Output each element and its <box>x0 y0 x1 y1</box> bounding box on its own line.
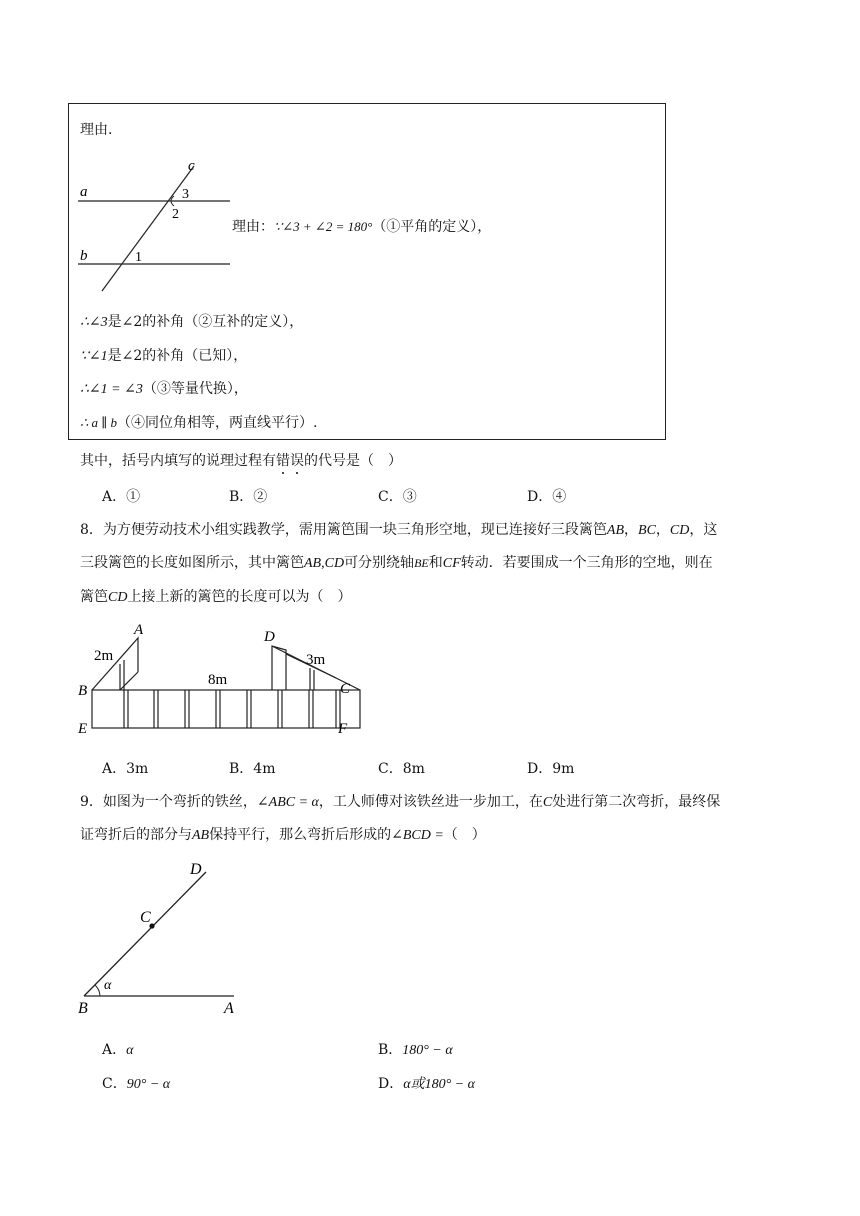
box-line-0: 理由：∵∠3 + ∠2 = 180°（①平角的定义）， <box>232 219 492 235</box>
q7-option-b: B．② <box>229 489 268 505</box>
q8-option-c: C．8m <box>378 761 425 777</box>
box-line-3: ∴∠1 = ∠3（③等量代换）， <box>80 381 248 397</box>
box-line-4: ∴ a ∥ b（④同位角相等，两直线平行）. <box>80 415 318 431</box>
alpha-arc <box>95 985 100 996</box>
q7-stem: 其中，括号内填写的说理过程有错误的代号是（ ） <box>80 453 402 469</box>
label-D: D <box>264 629 275 645</box>
label-2: 2 <box>172 207 179 222</box>
label-2m: 2m <box>94 648 114 664</box>
label-F: F <box>338 721 348 737</box>
box-header: 理由. <box>80 122 113 138</box>
q9-option-b: B．180° − α <box>378 1042 453 1058</box>
q7-option-c: C．③ <box>378 489 417 505</box>
label-3: 3 <box>182 187 189 202</box>
q9-line-1: 9．如图为一个弯折的铁丝，∠ABC = α，工人师傅对该铁丝进一步加工，在C处进行第二次弯折，最终保 <box>80 794 721 810</box>
q7-option-a: A．① <box>102 489 141 505</box>
label-E: E <box>78 721 88 737</box>
fence-figure <box>74 620 364 738</box>
line-c <box>102 166 194 291</box>
label-alpha: α <box>104 978 112 993</box>
q8-option-b: B．4m <box>229 761 276 777</box>
q9-line-2: 证弯折后的部分与AB保持平行，那么弯折后形成的∠BCD =（ ） <box>80 827 486 843</box>
label-a: a <box>80 184 88 200</box>
label-c: c <box>188 158 195 174</box>
q7-option-d: D．④ <box>527 489 567 505</box>
q8-line-1: 8．为方便劳动技术小组实践教学，需用篱笆围一块三角形空地，现已连接好三段篱笆AB，BC，CD，这 <box>80 522 718 538</box>
fence-ab <box>92 638 138 690</box>
q9-option-a: A．α <box>102 1042 134 1058</box>
q8-option-a: A．3m <box>102 761 149 777</box>
label-1: 1 <box>135 250 142 265</box>
label-A: A <box>134 622 144 638</box>
label-3m: 3m <box>306 652 326 668</box>
q9-option-d: D．α或180° − α <box>378 1076 475 1092</box>
label-b: b <box>80 248 88 264</box>
label-B: B <box>78 683 88 699</box>
label-D: D <box>190 861 202 878</box>
fence-base <box>92 690 360 728</box>
bent-wire-figure <box>74 858 244 1018</box>
parallel-lines-figure <box>74 156 234 296</box>
wire-bd <box>84 872 206 996</box>
label-A: A <box>224 1000 234 1017</box>
label-C: C <box>140 909 151 926</box>
q8-line-3: 篱笆CD上接上新的篱笆的长度可以为（ ） <box>80 589 352 605</box>
label-8m: 8m <box>208 672 228 688</box>
q8-line-2: 三段篱笆的长度如图所示，其中篱笆AB,CD可分别绕轴BE和CF转动．若要围成一个三角形的空地，则在 <box>80 555 713 571</box>
q8-option-d: D．9m <box>527 761 575 777</box>
label-C: C <box>340 681 351 697</box>
box-line-2: ∵∠1是∠2的补角（已知）， <box>80 348 248 364</box>
label-B: B <box>78 1000 88 1017</box>
q9-option-c: C．90° − α <box>102 1076 171 1092</box>
box-line-1: ∴∠3是∠2的补角（②互补的定义）， <box>80 314 304 330</box>
